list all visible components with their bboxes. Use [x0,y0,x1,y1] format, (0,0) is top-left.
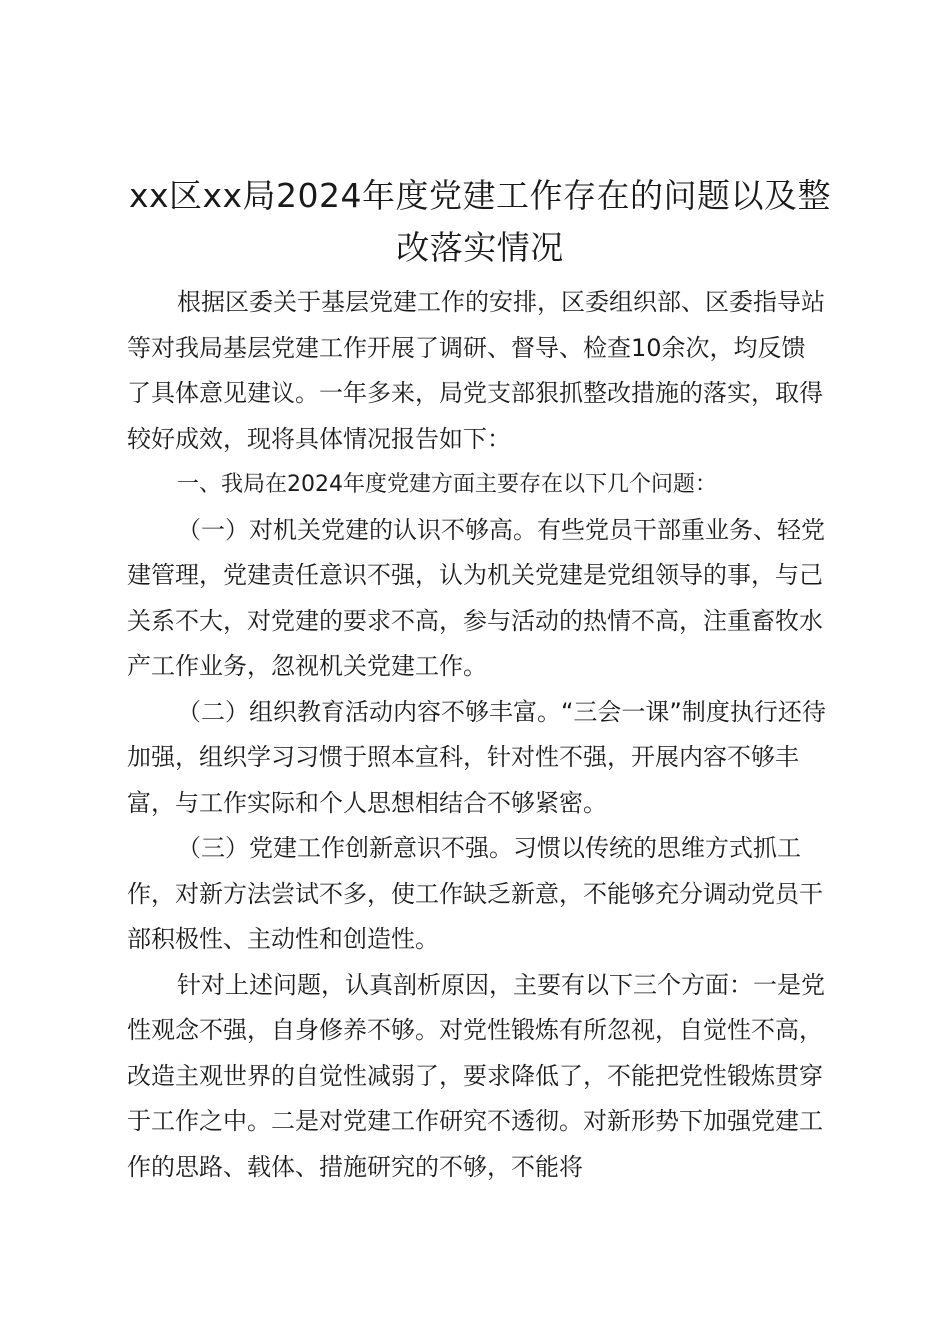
document-body [127,280,827,1190]
document-title: xx区xx局2024年度党建工作存在的问题以及整改落实情况 [128,176,832,267]
problem-paragraph-1: （一）对机关党建的认识不够高。有些党员干部重业务、轻党建管理，党建责任意识不强，认为机关党建是党组领导的事，与己关系不大，对党建的要求不高，参与活动的热情不高，注重畜牧水产工作业务，忽视机关党建工作。 [127,515,825,680]
cause-analysis-paragraph: 针对上述问题，认真剖析原因，主要有以下三个方面：一是党性观念不强，自身修养不够。对党性锻炼有所忽视，自觉性不高，改造主观世界的自觉性减弱了，要求降低了，不能把党性锻炼贯穿于工作之中。二是对党建工作研究不透彻。对新形势下加强党建工作的思路、载体、措施研究的不够，不能将 [127,970,825,1181]
problem-paragraph-2: （二）组织教育活动内容不够丰富。“三会一课”制度执行还待加强，组织学习习惯于照本宣科，针对性不强，开展内容不够丰富，与工作实际和个人思想相结合不够紧密。 [127,697,826,817]
problem-paragraph-3: （三）党建工作创新意识不强。习惯以传统的思维方式抓工作，对新方法尝试不多，使工作缺乏新意，不能够充分调动党员干部积极性、主动性和创造性。 [127,834,823,953]
intro-paragraph: 根据区委关于基层党建工作的安排，区委组织部、区委指导站等对我局基层党建工作开展了调研、督导、检查10余次，均反馈了具体意见建议。一年多来，局党支部狠抓整改措施的落实，取得较好成效，现将具体情况报告如下： [127,288,825,453]
section-heading-problems: 一、我局在2024年度党建方面主要存在以下几个问题： [177,472,717,497]
